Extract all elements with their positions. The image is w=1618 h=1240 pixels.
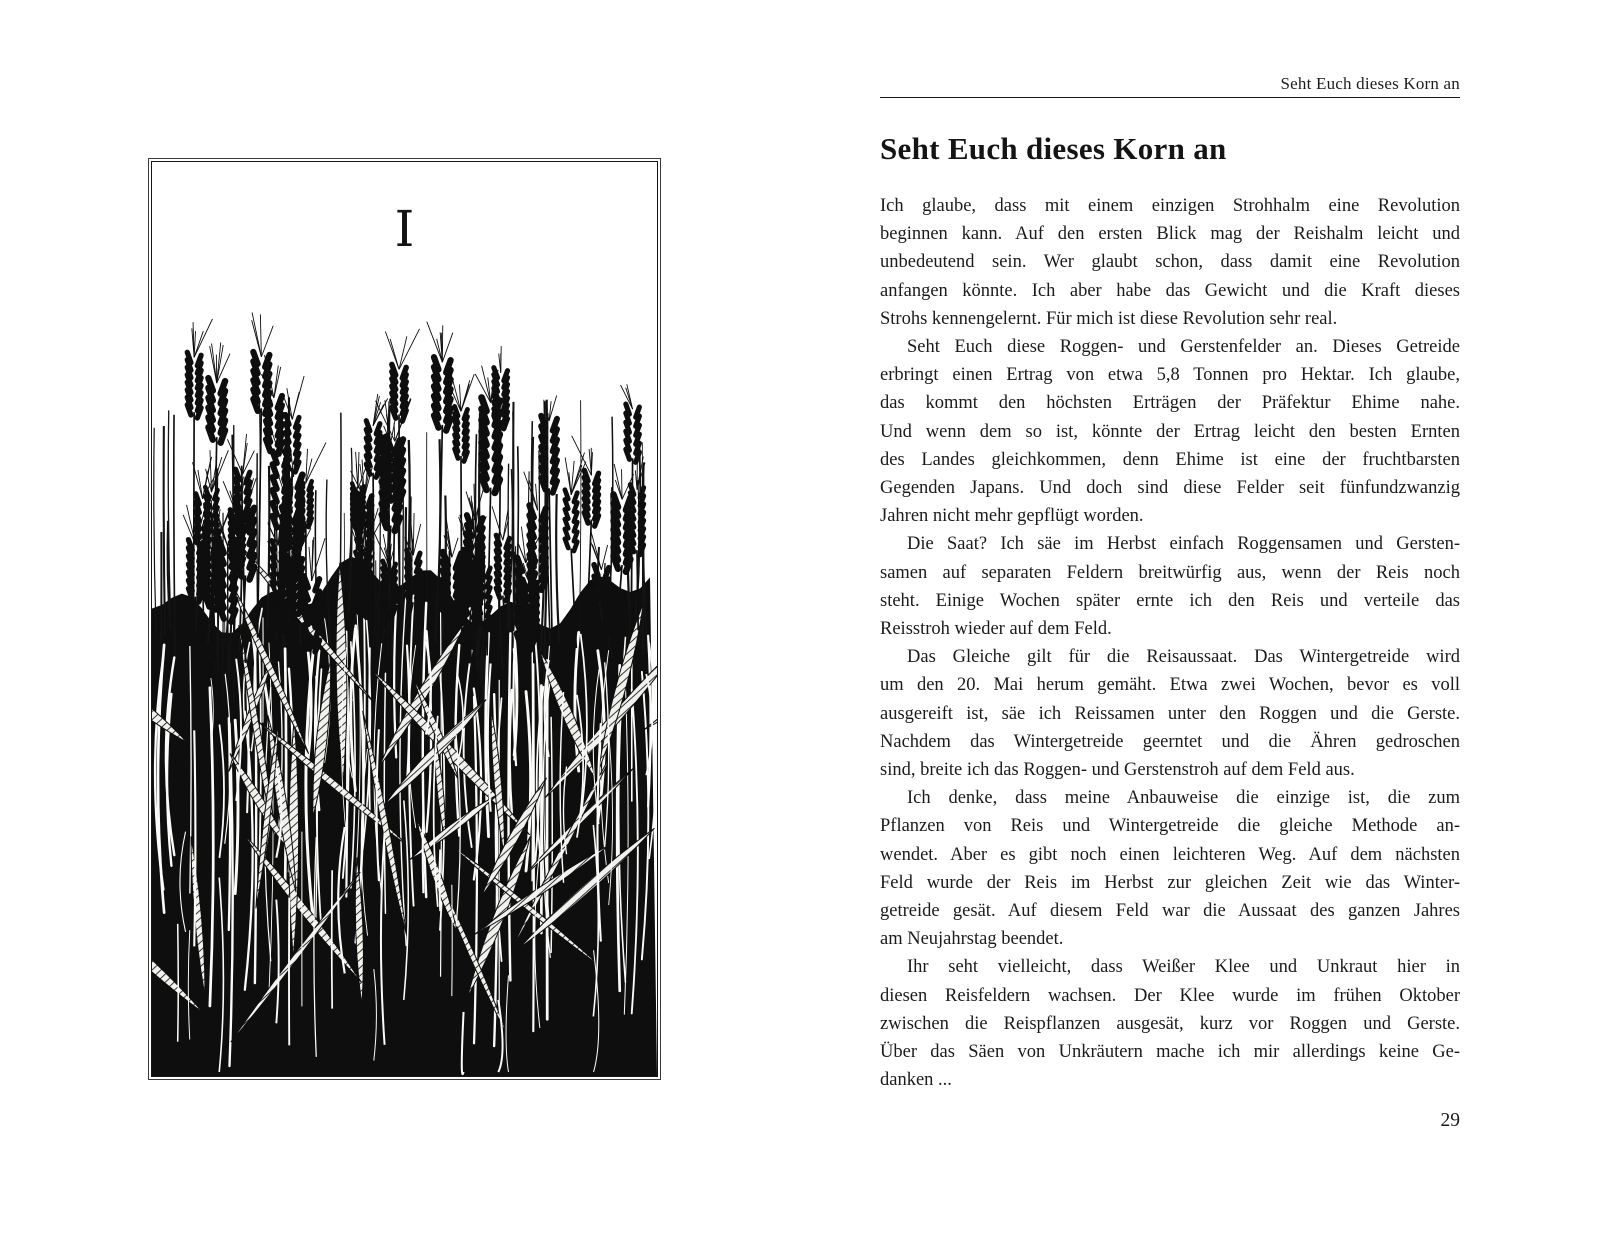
body-line: Ich glaube, dass mit einem einzigen Strohhalm eine Revolution xyxy=(880,196,1460,216)
plate-frame-inner xyxy=(151,161,658,1077)
chapter-title: Seht Euch dieses Korn an xyxy=(880,131,1227,166)
body-line: anfangen könnte. Ich aber habe das Gewicht und die Kraft dieses xyxy=(880,280,1460,301)
body-line: Nachdem das Wintergetreide geerntet und die Ähren gedroschen xyxy=(880,731,1460,752)
body-line: um den 20. Mai herum gemäht. Etwa zwei Wochen, bevor es voll xyxy=(880,675,1460,696)
body-line: Pflanzen von Reis und Wintergetreide die gleiche Methode an- xyxy=(880,816,1460,837)
body-line: erbringt einen Ertrag von etwa 5,8 Tonnen pro Hektar. Ich glaube, xyxy=(880,365,1460,386)
illustration-plate xyxy=(148,158,661,1080)
body-line: Jahren nicht mehr gepflügt worden. xyxy=(880,506,1144,527)
body-line: zwischen die Reispflanzen ausgesät, kurz vor Roggen und Gerste. xyxy=(880,1013,1460,1034)
running-head: Seht Euch dieses Korn an xyxy=(1280,74,1460,93)
body-text xyxy=(880,192,1460,1095)
wheat-field-illustration xyxy=(152,162,657,1076)
body-line: wendet. Aber es gibt noch einen leichteren Weg. Auf dem nächsten xyxy=(880,844,1460,865)
paragraph xyxy=(880,643,1460,784)
body-line: steht. Einige Wochen später ernte ich den Reis und verteile das xyxy=(880,590,1460,611)
paragraph xyxy=(880,953,1460,1094)
paragraph xyxy=(880,784,1460,953)
running-head-rule xyxy=(880,97,1460,98)
paragraph xyxy=(880,333,1460,530)
body-line: sind, breite ich das Roggen- und Gerstenstroh auf dem Feld aus. xyxy=(880,760,1355,781)
page-number: 29 xyxy=(1440,1110,1460,1131)
body-line: getreide gesät. Auf diesem Feld war die Aussaat des ganzen Jahres xyxy=(880,901,1460,922)
body-line: Strohs kennengelernt. Für mich ist diese Revolution sehr real. xyxy=(880,308,1338,329)
body-line: Feld wurde der Reis im Herbst zur gleichen Zeit wie das Winter- xyxy=(880,872,1460,893)
body-line: des Landes gleichkommen, denn Ehime ist eine der fruchtbarsten xyxy=(880,449,1460,470)
paragraph xyxy=(880,192,1460,333)
body-line: Gegenden Japans. Und doch sind diese Felder seit fünfundzwanzig xyxy=(880,478,1460,499)
body-line: Reisstroh wieder auf dem Feld. xyxy=(880,619,1112,640)
body-line: Ihr seht vielleicht, dass Weißer Klee und Unkraut hier in xyxy=(907,957,1460,978)
body-line: Und wenn dem so ist, könnte der Ertrag leicht den besten Ernten xyxy=(880,421,1460,442)
text-page xyxy=(880,0,1460,1240)
body-line: diesen Reisfeldern wachsen. Der Klee wurde im frühen Oktober xyxy=(880,985,1460,1006)
body-line: Über das Säen von Unkräutern mache ich mir allerdings keine Ge- xyxy=(880,1042,1460,1063)
body-line: Die Saat? Ich säe im Herbst einfach Roggensamen und Gersten- xyxy=(907,534,1460,555)
body-line: Das Gleiche gilt für die Reisaussaat. Das Wintergetreide wird xyxy=(907,647,1460,668)
body-line: Seht Euch diese Roggen- und Gerstenfelder an. Dieses Getreide xyxy=(907,337,1460,358)
paragraph xyxy=(880,530,1460,643)
body-line: unbedeutend sein. Wer glaubt schon, dass damit eine Revolution xyxy=(880,252,1460,273)
body-line: beginnen kann. Auf den ersten Blick mag der Reishalm leicht und xyxy=(880,224,1460,245)
body-line: das kommt den höchsten Erträgen der Präfektur Ehime nahe. xyxy=(880,393,1460,414)
plate-numeral: I xyxy=(394,200,415,258)
body-line: ausgereift ist, säe ich Reissamen unter den Roggen und die Gerste. xyxy=(880,703,1460,724)
body-line: Ich denke, dass meine Anbauweise die einzige ist, die zum xyxy=(907,788,1460,809)
body-line: am Neujahrstag beendet. xyxy=(880,929,1064,950)
body-line: samen auf separaten Feldern breitwürfig aus, wenn der Reis noch xyxy=(880,562,1460,583)
body-line: danken ... xyxy=(880,1070,952,1091)
